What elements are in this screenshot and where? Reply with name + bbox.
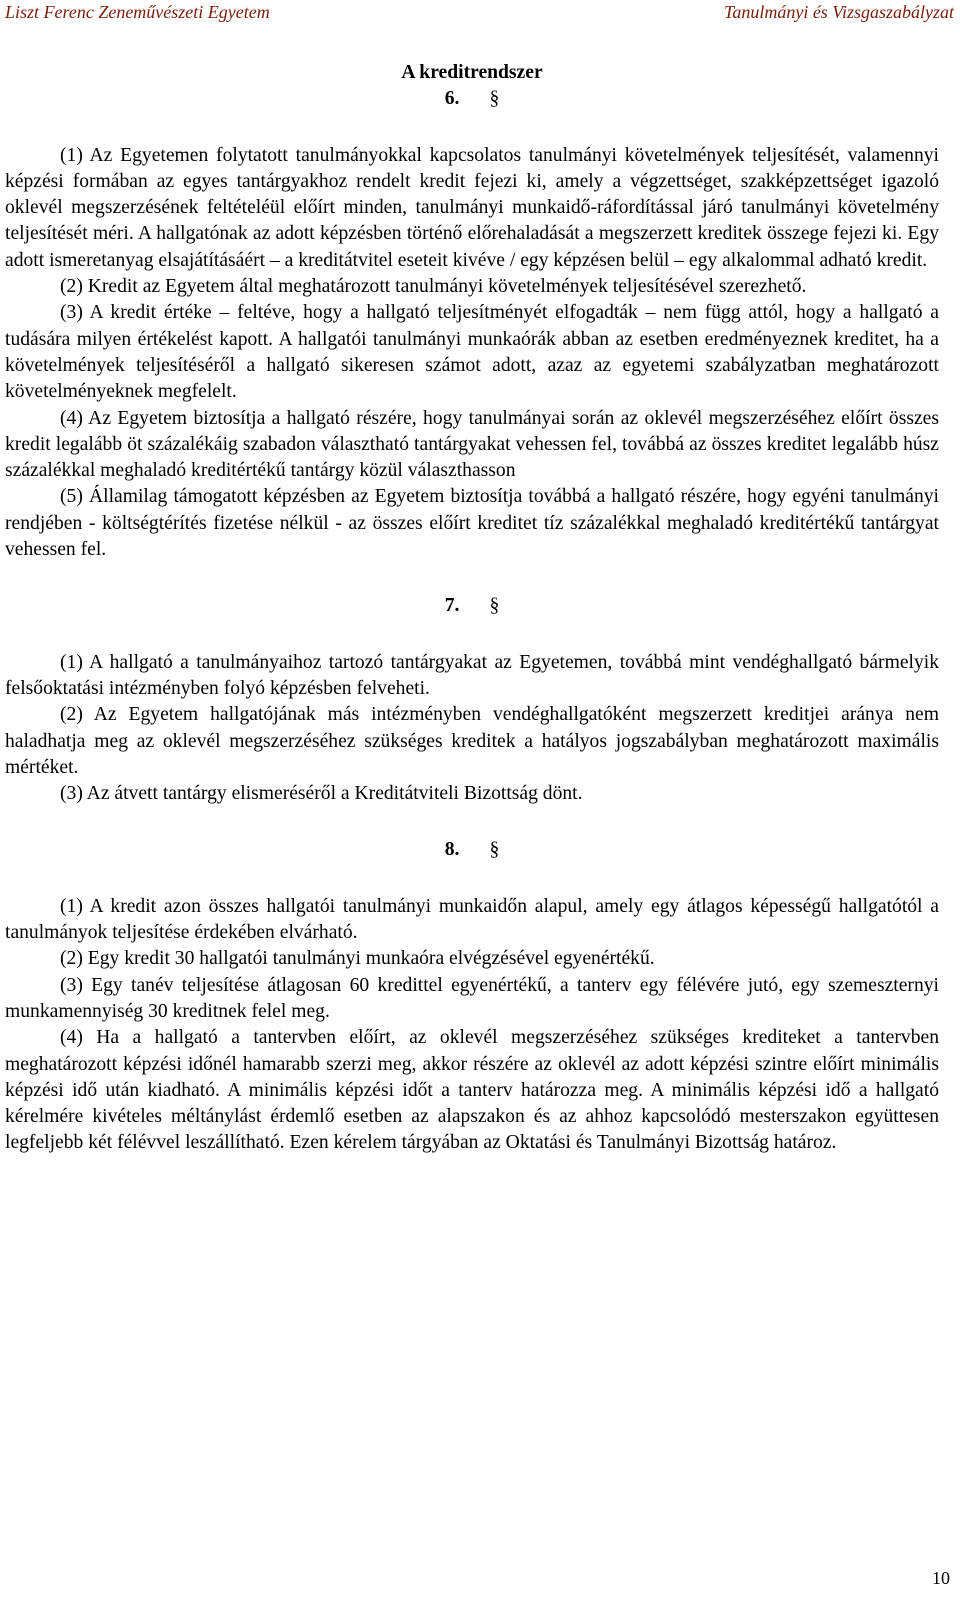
paragraph: (3) Egy tanév teljesítése átlagosan 60 kredittel egyenértékű, a tanterv egy félévére jutó, egy szemeszternyi munkamennyiség 30 kreditnek felel meg.: [5, 974, 939, 1022]
section-heading-7: [5, 593, 939, 619]
section-heading-6: [5, 86, 939, 112]
paragraph: (2) Egy kredit 30 hallgatói tanulmányi munkaóra elvégzésével egyenértékű.: [60, 948, 655, 970]
paragraph: (1) A hallgató a tanulmányaihoz tartozó tantárgyakat az Egyetemen, továbbá mint vendéghallgató bármelyik felsőoktatási intézményben folyó képzésben felveheti.: [5, 651, 939, 699]
paragraph: (4) Ha a hallgató a tantervben előírt, az oklevél megszerzéséhez szükséges krediteket a tantervben meghatározott képzési időnél hamarabb szerzi meg, akkor részére az oklevél az adott képzési szintre előírt minimális képzési idő után kiadható. A minimális képzési időt a tanterv határozza meg. A minimális képzési idő a hallgató kérelmére kivételes méltánylást érdemlő esetben az alapszakon és az ahhoz kapcsolódó mesterszakon együttesen legfeljebb két félévvel leszállítható. Ezen kérelem tárgyában az Oktatási és Tanulmányi Bizottság határoz.: [5, 1027, 939, 1154]
section-number: 6.: [444, 88, 460, 110]
paragraph: (2) Az Egyetem hallgatójának más intézményben vendéghallgatóként megszerzett kreditjei aránya nem haladhatja meg az oklevél megszerzéséhez szükséges kreditek a hatályos jogszabályban meghatározott maximális mértéket.: [5, 704, 939, 778]
paragraph: (3) A kredit értéke – feltéve, hogy a hallgató teljesítményét elfogadták – nem függ attól, hogy a hallgató a tudására milyen értékelést kapott. A hallgatói tanulmányi munkaórák abban az esetben eredményeznek kreditet, ha a követelmények teljesítéséről a hallgató sikeresen számot adott, azaz az egyetemi szabályzatban meghatározott követelményeknek megfelelt.: [5, 302, 939, 403]
section-symbol: §: [489, 595, 500, 617]
paragraph: (1) A kredit azon összes hallgatói tanulmányi munkaidőn alapul, amely egy átlagos képességű hallgatótól a tanulmányok teljesítése érdekében elvárható.: [5, 895, 939, 944]
header-document-title: Tanulmányi és Vizsgaszabályzat: [723, 2, 954, 22]
document-body: [5, 60, 939, 1157]
header-institution: Liszt Ferenc Zeneművészeti Egyetem: [5, 2, 270, 22]
section-symbol: §: [489, 88, 500, 110]
page-number: 10: [932, 1568, 950, 1588]
chapter-title: A kreditrendszer: [401, 62, 543, 83]
section-heading-8: [5, 837, 939, 863]
section-symbol: §: [489, 839, 500, 861]
section-number: 7.: [444, 595, 460, 617]
page-header: [5, 2, 954, 28]
paragraph: (3) Az átvett tantárgy elismeréséről a Kreditátviteli Bizottság dönt.: [60, 783, 583, 805]
paragraph: (2) Kredit az Egyetem által meghatározott tanulmányi követelmények teljesítésével szerezhető.: [60, 276, 807, 298]
paragraph: (5) Államilag támogatott képzésben az Egyetem biztosítja továbbá a hallgató részére, hogy egyéni tanulmányi rendjében - költségtérítés fizetése nélkül - az összes előírt kreditet tíz százalékkal meghaladó kreditértékű tantárgyat vehessen fel.: [5, 486, 939, 561]
section-number: 8.: [444, 839, 460, 861]
paragraph: (1) Az Egyetemen folytatott tanulmányokkal kapcsolatos tanulmányi követelmények teljesítését, valamennyi képzési formában az egyes tantárgyakhoz rendelt kredit fejezi ki, amely a végzettséget, szakképzettséget igazoló oklevél megszerzésének feltételéül előírt minden, tanulmányi munkaidő-ráfordítással járó tanulmányi követelmény teljesítését méri. A hallgatónak az adott képzésben történő előrehaladását a megszerzett kreditek összege fejezi ki. Egy adott ismeretanyag elsajátításáért – a kreditátvitel eseteit kivéve / egy képzésen belül – egy alkalommal adható kredit.: [5, 144, 939, 271]
paragraph: (4) Az Egyetem biztosítja a hallgató részére, hogy tanulmányai során az oklevél megszerzéséhez előírt összes kredit legalább öt százalékáig szabadon választható tantárgyakat vehessen fel, továbbá az összes kreditet legalább húsz százalékkal meghaladó kreditértékű tantárgy közül választhasson: [5, 407, 939, 482]
